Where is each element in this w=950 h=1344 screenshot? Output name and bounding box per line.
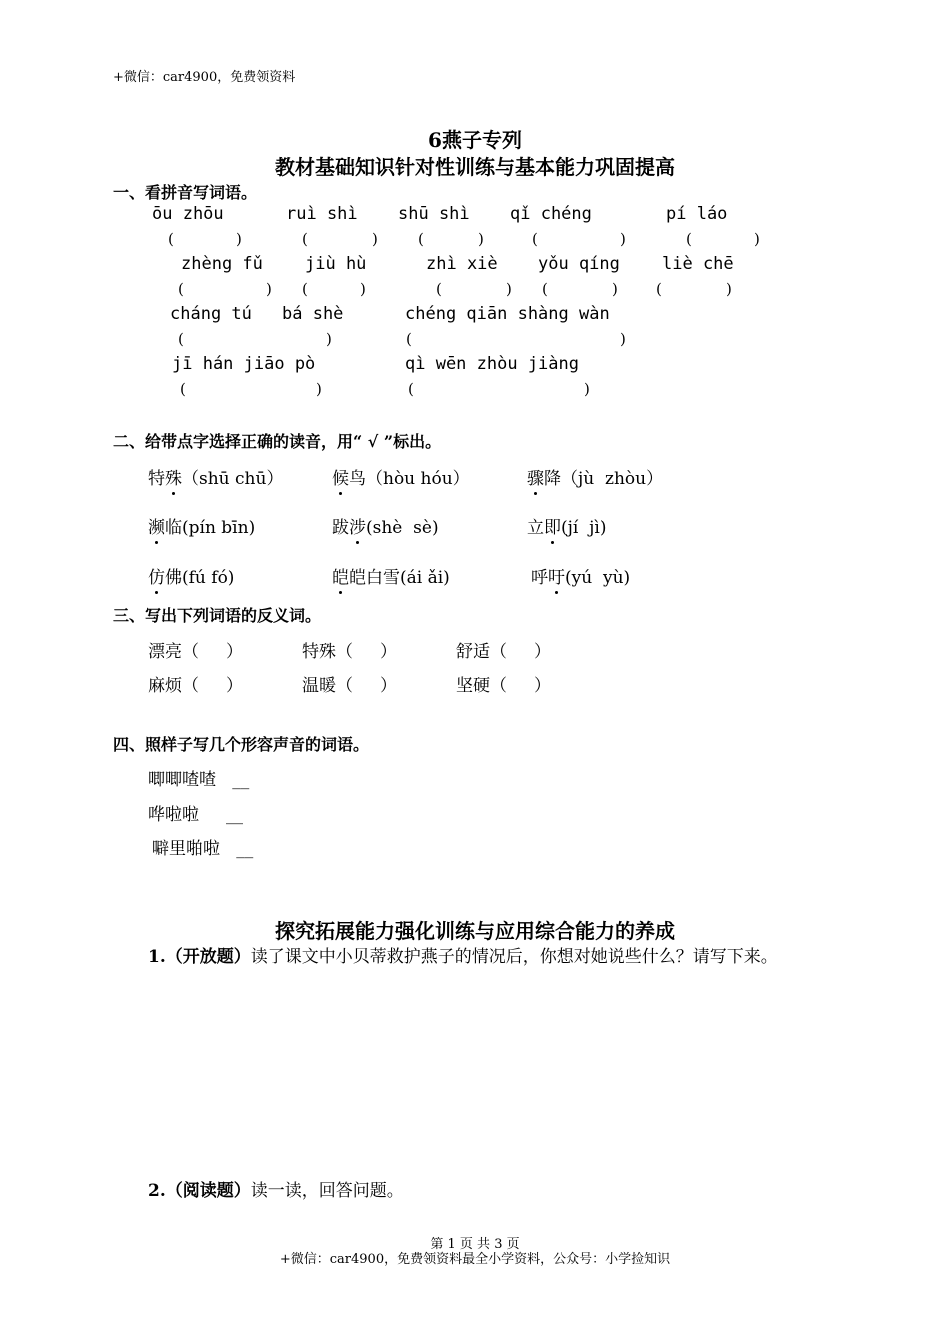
answer-paren: ( xyxy=(418,230,424,248)
answer-paren: ) xyxy=(506,280,512,298)
dotted-char: 候 xyxy=(332,464,349,489)
answer-paren: ) xyxy=(236,230,242,248)
sound-word-item: 噼里啪啦 __ xyxy=(152,839,254,859)
answer-paren: ) xyxy=(726,280,732,298)
reading-item xyxy=(527,464,663,489)
answer-paren: ) xyxy=(620,330,626,348)
answer-paren: ) xyxy=(478,230,484,248)
dotted-char: 皑 xyxy=(332,563,349,588)
answer-paren: ( xyxy=(168,230,174,248)
section4-heading: 四、照样子写几个形容声音的词语。 xyxy=(113,735,370,754)
pinyin-item: qì wēn zhòu jiàng xyxy=(405,354,579,374)
answer-paren: ( xyxy=(178,280,184,298)
pinyin-item: liè chē xyxy=(662,254,734,274)
reading-pre: 跋 xyxy=(332,518,349,538)
reading-options: （shū chū） xyxy=(182,469,284,489)
antonym-item: 温暖（ ） xyxy=(302,676,398,696)
reading-options: 鸟（hòu hóu） xyxy=(349,469,470,489)
reading-options: 佛(fú fó) xyxy=(165,568,235,588)
answer-paren: ) xyxy=(584,380,590,398)
pinyin-item: shū shì xyxy=(398,204,470,224)
reading-item xyxy=(332,464,470,489)
antonym-item: 漂亮（ ） xyxy=(148,642,244,662)
answer-paren: ( xyxy=(302,230,308,248)
reading-options: (jí jì) xyxy=(561,518,607,538)
question-2 xyxy=(148,1176,404,1201)
answer-paren: ( xyxy=(408,380,414,398)
pinyin-item: yǒu qíng xyxy=(538,254,620,274)
pinyin-item: jī hán jiāo pò xyxy=(172,354,316,374)
antonym-item: 舒适（ ） xyxy=(456,642,552,662)
pinyin-item: pí láo xyxy=(666,204,728,224)
question-1-label: 1.（开放题） xyxy=(148,947,251,967)
answer-paren: ( xyxy=(532,230,538,248)
reading-item xyxy=(332,563,450,588)
pinyin-item: cháng tú xyxy=(170,304,252,324)
question-1-text: 读了课文中小贝蒂救护燕子的情况后，你想对她说些什么？请写下来。 xyxy=(250,947,778,967)
section1-heading: 一、看拼音写词语。 xyxy=(113,183,258,202)
answer-paren: ( xyxy=(542,280,548,298)
reading-item xyxy=(531,563,630,588)
dotted-char: 即 xyxy=(544,513,561,538)
reading-item xyxy=(527,513,607,538)
page-subtitle: 教材基础知识针对性训练与基本能力巩固提高 xyxy=(275,155,675,179)
reading-pre: 特 xyxy=(148,469,165,489)
pinyin-item: chéng qiān shàng wàn xyxy=(405,304,610,324)
question-2-label: 2.（阅读题） xyxy=(148,1181,251,1201)
reading-item xyxy=(332,513,439,538)
reading-options: (yú yù) xyxy=(565,568,631,588)
reading-item xyxy=(148,563,234,588)
reading-item xyxy=(148,464,283,489)
dotted-char: 吁 xyxy=(548,563,565,588)
pinyin-item: ruì shì xyxy=(286,204,358,224)
pinyin-item: ōu zhōu xyxy=(152,204,224,224)
answer-paren: ) xyxy=(754,230,760,248)
answer-paren: ) xyxy=(372,230,378,248)
reading-pre: 立 xyxy=(527,518,544,538)
pinyin-item: zhì xiè xyxy=(426,254,498,274)
answer-paren: ( xyxy=(436,280,442,298)
sound-word-item: 哗啦啦 __ xyxy=(148,805,244,825)
answer-paren: ) xyxy=(620,230,626,248)
reading-options: 降（jù zhòu） xyxy=(544,469,664,489)
dotted-char: 殊 xyxy=(165,464,182,489)
dotted-char: 濒 xyxy=(148,513,165,538)
question-2-text: 读一读，回答问题。 xyxy=(250,1181,404,1201)
question-1 xyxy=(148,942,778,967)
reading-options: 皑白雪(ái ǎi) xyxy=(349,568,450,588)
antonym-item: 特殊（ ） xyxy=(302,642,398,662)
reading-options: (shè sè) xyxy=(366,518,439,538)
answer-paren: ) xyxy=(266,280,272,298)
sound-word-item: 唧唧喳喳 __ xyxy=(148,770,250,790)
pinyin-item: zhèng fǔ xyxy=(181,254,263,274)
answer-paren: ( xyxy=(406,330,412,348)
pinyin-item: bá shè xyxy=(282,304,344,324)
answer-paren: ) xyxy=(326,330,332,348)
section2-heading: 二、给带点字选择正确的读音，用“ √ ”标出。 xyxy=(113,432,442,451)
antonym-item: 坚硬（ ） xyxy=(456,676,552,696)
header-text: +微信：car4900，免费领资料 xyxy=(113,70,296,85)
answer-paren: ) xyxy=(316,380,322,398)
page-number: 第 1 页 共 3 页 xyxy=(430,1237,520,1252)
dotted-char: 涉 xyxy=(349,513,366,538)
answer-paren: ) xyxy=(612,280,618,298)
dotted-char: 仿 xyxy=(148,563,165,588)
answer-paren: ( xyxy=(302,280,308,298)
answer-paren: ( xyxy=(178,330,184,348)
reading-item xyxy=(148,513,255,538)
antonym-item: 麻烦（ ） xyxy=(148,676,244,696)
section3-heading: 三、写出下列词语的反义词。 xyxy=(113,606,322,625)
page-title: 6燕子专列 xyxy=(428,128,522,152)
dotted-char: 骤 xyxy=(527,464,544,489)
pinyin-item: jiù hù xyxy=(305,254,367,274)
reading-pre: 呼 xyxy=(531,568,548,588)
answer-paren: ( xyxy=(656,280,662,298)
section5-title: 探究拓展能力强化训练与应用综合能力的养成 xyxy=(275,919,675,943)
answer-paren: ) xyxy=(360,280,366,298)
footer-note: +微信：car4900，免费领资料最全小学资料，公众号：小学捡知识 xyxy=(279,1252,671,1267)
answer-paren: ( xyxy=(686,230,692,248)
pinyin-item: qǐ chéng xyxy=(510,204,592,224)
answer-paren: ( xyxy=(180,380,186,398)
reading-options: 临(pín bīn) xyxy=(165,518,256,538)
